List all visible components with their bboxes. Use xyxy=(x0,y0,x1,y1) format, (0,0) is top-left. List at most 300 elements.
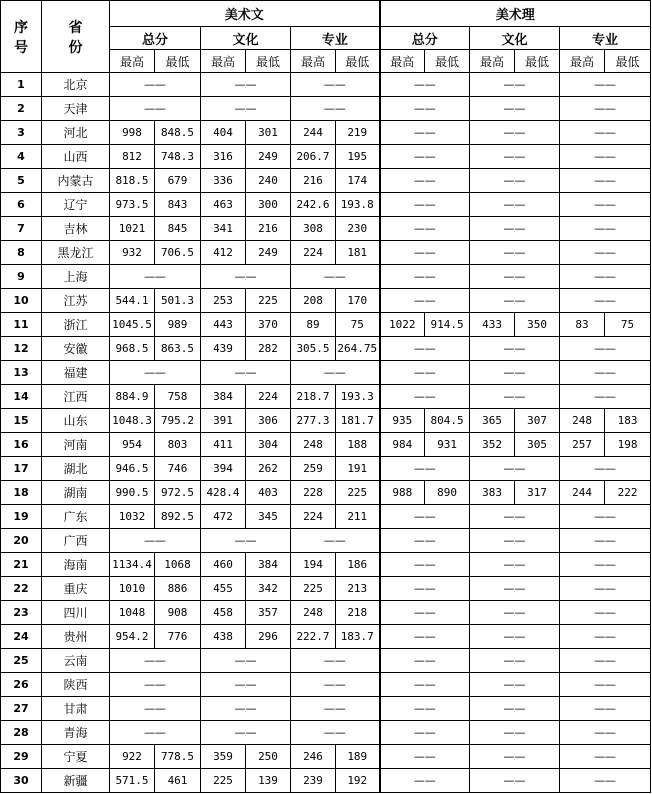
row-number: 11 xyxy=(1,313,42,337)
empty-score-cell: —— xyxy=(110,673,201,697)
empty-score-cell: —— xyxy=(470,241,560,265)
province-name: 陕西 xyxy=(42,673,110,697)
empty-score-cell: —— xyxy=(380,289,470,313)
wen-score-cell: 188 xyxy=(336,433,380,457)
table-row xyxy=(1,97,651,121)
wen-score-cell: 973.5 xyxy=(110,193,155,217)
province-name: 湖北 xyxy=(42,457,110,481)
empty-score-cell: —— xyxy=(110,97,201,121)
min-header: 最低 xyxy=(155,50,201,73)
empty-score-cell: —— xyxy=(380,529,470,553)
empty-score-cell: —— xyxy=(470,673,560,697)
subgroup-header: 文化 xyxy=(470,27,560,50)
wen-score-cell: 391 xyxy=(201,409,246,433)
table-row xyxy=(1,313,651,337)
wen-score-cell: 932 xyxy=(110,241,155,265)
wen-score-cell: 345 xyxy=(246,505,291,529)
wen-score-cell: 242.6 xyxy=(291,193,336,217)
empty-score-cell: —— xyxy=(470,457,560,481)
empty-score-cell: —— xyxy=(560,121,651,145)
li-score-cell: 935 xyxy=(380,409,425,433)
wen-score-cell: 305.5 xyxy=(291,337,336,361)
empty-score-cell: —— xyxy=(470,121,560,145)
li-score-cell: 383 xyxy=(470,481,515,505)
wen-score-cell: 990.5 xyxy=(110,481,155,505)
max-header: 最高 xyxy=(110,50,155,73)
row-number: 21 xyxy=(1,553,42,577)
wen-score-cell: 224 xyxy=(246,385,291,409)
empty-score-cell: —— xyxy=(560,745,651,769)
li-score-cell: 1022 xyxy=(380,313,425,337)
table-row xyxy=(1,769,651,793)
wen-score-cell: 404 xyxy=(201,121,246,145)
wen-score-cell: 224 xyxy=(291,505,336,529)
empty-score-cell: —— xyxy=(560,361,651,385)
empty-score-cell: —— xyxy=(470,337,560,361)
wen-score-cell: 225 xyxy=(246,289,291,313)
row-number: 1 xyxy=(1,73,42,97)
wen-score-cell: 411 xyxy=(201,433,246,457)
province-name: 海南 xyxy=(42,553,110,577)
empty-score-cell: —— xyxy=(201,73,291,97)
li-score-cell: 222 xyxy=(605,481,651,505)
wen-score-cell: 218 xyxy=(336,601,380,625)
wen-score-cell: 946.5 xyxy=(110,457,155,481)
empty-score-cell: —— xyxy=(110,529,201,553)
table-row xyxy=(1,241,651,265)
seq-header xyxy=(1,1,42,73)
empty-score-cell: —— xyxy=(201,697,291,721)
row-number: 19 xyxy=(1,505,42,529)
row-number: 24 xyxy=(1,625,42,649)
table-row xyxy=(1,673,651,697)
empty-score-cell: —— xyxy=(560,73,651,97)
li-score-cell: 305 xyxy=(515,433,560,457)
li-score-cell: 83 xyxy=(560,313,605,337)
table-row xyxy=(1,745,651,769)
wen-score-cell: 262 xyxy=(246,457,291,481)
wen-score-cell: 1045.5 xyxy=(110,313,155,337)
empty-score-cell: —— xyxy=(560,241,651,265)
empty-score-cell: —— xyxy=(380,265,470,289)
empty-score-cell: —— xyxy=(560,721,651,745)
wen-score-cell: 412 xyxy=(201,241,246,265)
empty-score-cell: —— xyxy=(470,193,560,217)
empty-score-cell: —— xyxy=(110,721,201,745)
wen-score-cell: 776 xyxy=(155,625,201,649)
wen-score-cell: 886 xyxy=(155,577,201,601)
wen-score-cell: 174 xyxy=(336,169,380,193)
row-number: 12 xyxy=(1,337,42,361)
wen-score-cell: 259 xyxy=(291,457,336,481)
wen-score-cell: 181 xyxy=(336,241,380,265)
table-row xyxy=(1,601,651,625)
province-name: 安徽 xyxy=(42,337,110,361)
li-score-cell: 244 xyxy=(560,481,605,505)
empty-score-cell: —— xyxy=(560,769,651,793)
wen-score-cell: 222.7 xyxy=(291,625,336,649)
li-score-cell: 365 xyxy=(470,409,515,433)
empty-score-cell: —— xyxy=(201,97,291,121)
wen-score-cell: 501.3 xyxy=(155,289,201,313)
empty-score-cell: —— xyxy=(560,97,651,121)
table-row xyxy=(1,505,651,529)
wen-score-cell: 186 xyxy=(336,553,380,577)
li-score-cell: 198 xyxy=(605,433,651,457)
row-number: 25 xyxy=(1,649,42,673)
wen-score-cell: 544.1 xyxy=(110,289,155,313)
li-score-cell: 350 xyxy=(515,313,560,337)
wen-score-cell: 439 xyxy=(201,337,246,361)
empty-score-cell: —— xyxy=(470,529,560,553)
table-row xyxy=(1,73,651,97)
wen-score-cell: 246 xyxy=(291,745,336,769)
max-header: 最高 xyxy=(291,50,336,73)
empty-score-cell: —— xyxy=(470,577,560,601)
li-score-cell: 988 xyxy=(380,481,425,505)
wen-score-cell: 679 xyxy=(155,169,201,193)
empty-score-cell: —— xyxy=(201,361,291,385)
wen-score-cell: 193.8 xyxy=(336,193,380,217)
province-name: 新疆 xyxy=(42,769,110,793)
wen-score-cell: 463 xyxy=(201,193,246,217)
li-score-cell: 257 xyxy=(560,433,605,457)
province-name: 内蒙古 xyxy=(42,169,110,193)
empty-score-cell: —— xyxy=(110,265,201,289)
wen-score-cell: 394 xyxy=(201,457,246,481)
wen-score-cell: 170 xyxy=(336,289,380,313)
row-number: 29 xyxy=(1,745,42,769)
wen-score-cell: 206.7 xyxy=(291,145,336,169)
subgroup-header: 文化 xyxy=(201,27,291,50)
empty-score-cell: —— xyxy=(201,649,291,673)
empty-score-cell: —— xyxy=(291,361,380,385)
wen-score-cell: 954.2 xyxy=(110,625,155,649)
wen-score-cell: 972.5 xyxy=(155,481,201,505)
empty-score-cell: —— xyxy=(470,217,560,241)
empty-score-cell: —— xyxy=(560,457,651,481)
wen-score-cell: 225 xyxy=(291,577,336,601)
li-score-cell: 183 xyxy=(605,409,651,433)
wen-score-cell: 848.5 xyxy=(155,121,201,145)
province-name: 宁夏 xyxy=(42,745,110,769)
empty-score-cell: —— xyxy=(470,145,560,169)
wen-score-cell: 224 xyxy=(291,241,336,265)
wen-score-cell: 954 xyxy=(110,433,155,457)
empty-score-cell: —— xyxy=(201,529,291,553)
empty-score-cell: —— xyxy=(380,553,470,577)
empty-score-cell: —— xyxy=(380,145,470,169)
li-score-cell: 984 xyxy=(380,433,425,457)
table-row xyxy=(1,385,651,409)
empty-score-cell: —— xyxy=(380,625,470,649)
empty-score-cell: —— xyxy=(560,505,651,529)
wen-score-cell: 1032 xyxy=(110,505,155,529)
wen-score-cell: 192 xyxy=(336,769,380,793)
wen-score-cell: 230 xyxy=(336,217,380,241)
li-score-cell: 248 xyxy=(560,409,605,433)
row-number: 3 xyxy=(1,121,42,145)
table-row xyxy=(1,169,651,193)
table-row xyxy=(1,289,651,313)
table-row xyxy=(1,217,651,241)
province-name: 青海 xyxy=(42,721,110,745)
wen-score-cell: 301 xyxy=(246,121,291,145)
min-header: 最低 xyxy=(605,50,651,73)
wen-score-cell: 218.7 xyxy=(291,385,336,409)
table-row xyxy=(1,721,651,745)
wen-score-cell: 863.5 xyxy=(155,337,201,361)
empty-score-cell: —— xyxy=(560,601,651,625)
wen-score-cell: 706.5 xyxy=(155,241,201,265)
province-name: 湖南 xyxy=(42,481,110,505)
table-row xyxy=(1,649,651,673)
wen-score-cell: 461 xyxy=(155,769,201,793)
row-number: 18 xyxy=(1,481,42,505)
max-header: 最高 xyxy=(470,50,515,73)
wen-score-cell: 812 xyxy=(110,145,155,169)
min-header: 最低 xyxy=(336,50,380,73)
table-row xyxy=(1,337,651,361)
max-header: 最高 xyxy=(560,50,605,73)
empty-score-cell: —— xyxy=(380,601,470,625)
table-row xyxy=(1,433,651,457)
empty-score-cell: —— xyxy=(380,745,470,769)
li-score-cell: 75 xyxy=(605,313,651,337)
province-name: 山东 xyxy=(42,409,110,433)
province-name: 贵州 xyxy=(42,625,110,649)
empty-score-cell: —— xyxy=(380,193,470,217)
empty-score-cell: —— xyxy=(470,553,560,577)
wen-score-cell: 746 xyxy=(155,457,201,481)
max-header: 最高 xyxy=(201,50,246,73)
empty-score-cell: —— xyxy=(380,169,470,193)
empty-score-cell: —— xyxy=(380,769,470,793)
empty-score-cell: —— xyxy=(470,385,560,409)
wen-score-cell: 277.3 xyxy=(291,409,336,433)
empty-score-cell: —— xyxy=(470,649,560,673)
table-body xyxy=(1,73,651,793)
empty-score-cell: —— xyxy=(380,217,470,241)
wen-score-cell: 308 xyxy=(291,217,336,241)
row-number: 6 xyxy=(1,193,42,217)
empty-score-cell: —— xyxy=(380,673,470,697)
wen-score-cell: 843 xyxy=(155,193,201,217)
wen-score-cell: 458 xyxy=(201,601,246,625)
empty-score-cell: —— xyxy=(470,361,560,385)
wen-score-cell: 1068 xyxy=(155,553,201,577)
empty-score-cell: —— xyxy=(291,97,380,121)
wen-score-cell: 253 xyxy=(201,289,246,313)
province-name: 云南 xyxy=(42,649,110,673)
wen-score-cell: 208 xyxy=(291,289,336,313)
empty-score-cell: —— xyxy=(291,73,380,97)
wen-score-cell: 239 xyxy=(291,769,336,793)
table-row xyxy=(1,409,651,433)
wen-score-cell: 438 xyxy=(201,625,246,649)
subgroup-header: 专业 xyxy=(291,27,380,50)
table-row xyxy=(1,553,651,577)
empty-score-cell: —— xyxy=(560,529,651,553)
wen-score-cell: 306 xyxy=(246,409,291,433)
empty-score-cell: —— xyxy=(560,577,651,601)
li-score-cell: 433 xyxy=(470,313,515,337)
min-header: 最低 xyxy=(425,50,470,73)
empty-score-cell: —— xyxy=(470,265,560,289)
wen-score-cell: 968.5 xyxy=(110,337,155,361)
province-name: 黑龙江 xyxy=(42,241,110,265)
province-name: 甘肃 xyxy=(42,697,110,721)
empty-score-cell: —— xyxy=(560,649,651,673)
wen-score-cell: 216 xyxy=(246,217,291,241)
empty-score-cell: —— xyxy=(291,649,380,673)
empty-score-cell: —— xyxy=(560,169,651,193)
wen-score-cell: 89 xyxy=(291,313,336,337)
row-number: 8 xyxy=(1,241,42,265)
wen-score-cell: 803 xyxy=(155,433,201,457)
li-score-cell: 317 xyxy=(515,481,560,505)
row-number: 7 xyxy=(1,217,42,241)
empty-score-cell: —— xyxy=(380,97,470,121)
table-row xyxy=(1,265,651,289)
empty-score-cell: —— xyxy=(201,673,291,697)
empty-score-cell: —— xyxy=(110,361,201,385)
wen-score-cell: 403 xyxy=(246,481,291,505)
empty-score-cell: —— xyxy=(380,361,470,385)
wen-score-cell: 455 xyxy=(201,577,246,601)
empty-score-cell: —— xyxy=(470,97,560,121)
wen-score-cell: 282 xyxy=(246,337,291,361)
province-name: 山西 xyxy=(42,145,110,169)
empty-score-cell: —— xyxy=(380,385,470,409)
max-header: 最高 xyxy=(380,50,425,73)
wen-score-cell: 778.5 xyxy=(155,745,201,769)
province-name: 四川 xyxy=(42,601,110,625)
seq-header-line1: 序 xyxy=(14,19,28,36)
wen-score-cell: 183.7 xyxy=(336,625,380,649)
empty-score-cell: —— xyxy=(470,697,560,721)
wen-score-cell: 300 xyxy=(246,193,291,217)
wen-score-cell: 189 xyxy=(336,745,380,769)
wen-score-cell: 181.7 xyxy=(336,409,380,433)
province-header-line1: 省 xyxy=(68,19,83,36)
row-number: 22 xyxy=(1,577,42,601)
wen-score-cell: 892.5 xyxy=(155,505,201,529)
wen-score-cell: 1048.3 xyxy=(110,409,155,433)
wen-score-cell: 216 xyxy=(291,169,336,193)
empty-score-cell: —— xyxy=(291,529,380,553)
empty-score-cell: —— xyxy=(470,73,560,97)
province-name: 辽宁 xyxy=(42,193,110,217)
min-header: 最低 xyxy=(515,50,560,73)
empty-score-cell: —— xyxy=(560,697,651,721)
table-row xyxy=(1,625,651,649)
province-header-line2: 份 xyxy=(68,39,83,56)
empty-score-cell: —— xyxy=(560,337,651,361)
empty-score-cell: —— xyxy=(560,193,651,217)
wen-score-cell: 75 xyxy=(336,313,380,337)
table-row xyxy=(1,361,651,385)
table-row xyxy=(1,193,651,217)
wen-score-cell: 296 xyxy=(246,625,291,649)
li-score-cell: 352 xyxy=(470,433,515,457)
province-name: 吉林 xyxy=(42,217,110,241)
empty-score-cell: —— xyxy=(470,721,560,745)
table-row xyxy=(1,697,651,721)
min-header: 最低 xyxy=(246,50,291,73)
table-row xyxy=(1,457,651,481)
wen-score-cell: 194 xyxy=(291,553,336,577)
province-name: 上海 xyxy=(42,265,110,289)
group-header-li: 美术理 xyxy=(380,1,651,27)
empty-score-cell: —— xyxy=(470,505,560,529)
empty-score-cell: —— xyxy=(291,721,380,745)
wen-score-cell: 845 xyxy=(155,217,201,241)
wen-score-cell: 191 xyxy=(336,457,380,481)
wen-score-cell: 1048 xyxy=(110,601,155,625)
wen-score-cell: 228 xyxy=(291,481,336,505)
empty-score-cell: —— xyxy=(380,121,470,145)
row-number: 20 xyxy=(1,529,42,553)
wen-score-cell: 264.75 xyxy=(336,337,380,361)
wen-score-cell: 884.9 xyxy=(110,385,155,409)
subgroup-header: 总分 xyxy=(110,27,201,50)
empty-score-cell: —— xyxy=(110,73,201,97)
province-name: 广西 xyxy=(42,529,110,553)
province-header xyxy=(42,1,110,73)
li-score-cell: 307 xyxy=(515,409,560,433)
empty-score-cell: —— xyxy=(201,721,291,745)
wen-score-cell: 341 xyxy=(201,217,246,241)
wen-score-cell: 195 xyxy=(336,145,380,169)
row-number: 10 xyxy=(1,289,42,313)
empty-score-cell: —— xyxy=(291,673,380,697)
empty-score-cell: —— xyxy=(110,649,201,673)
table-row xyxy=(1,529,651,553)
empty-score-cell: —— xyxy=(560,217,651,241)
empty-score-cell: —— xyxy=(380,337,470,361)
wen-score-cell: 336 xyxy=(201,169,246,193)
row-number: 30 xyxy=(1,769,42,793)
wen-score-cell: 219 xyxy=(336,121,380,145)
wen-score-cell: 357 xyxy=(246,601,291,625)
empty-score-cell: —— xyxy=(380,721,470,745)
empty-score-cell: —— xyxy=(470,745,560,769)
table-row xyxy=(1,145,651,169)
wen-score-cell: 795.2 xyxy=(155,409,201,433)
wen-score-cell: 139 xyxy=(246,769,291,793)
empty-score-cell: —— xyxy=(470,289,560,313)
province-name: 河南 xyxy=(42,433,110,457)
wen-score-cell: 211 xyxy=(336,505,380,529)
wen-score-cell: 249 xyxy=(246,145,291,169)
table-row xyxy=(1,481,651,505)
wen-score-cell: 248 xyxy=(291,433,336,457)
subgroup-header: 总分 xyxy=(380,27,470,50)
empty-score-cell: —— xyxy=(560,625,651,649)
empty-score-cell: —— xyxy=(470,625,560,649)
wen-score-cell: 370 xyxy=(246,313,291,337)
empty-score-cell: —— xyxy=(291,265,380,289)
wen-score-cell: 922 xyxy=(110,745,155,769)
wen-score-cell: 193.3 xyxy=(336,385,380,409)
row-number: 27 xyxy=(1,697,42,721)
empty-score-cell: —— xyxy=(380,73,470,97)
empty-score-cell: —— xyxy=(560,385,651,409)
wen-score-cell: 998 xyxy=(110,121,155,145)
wen-score-cell: 249 xyxy=(246,241,291,265)
wen-score-cell: 244 xyxy=(291,121,336,145)
